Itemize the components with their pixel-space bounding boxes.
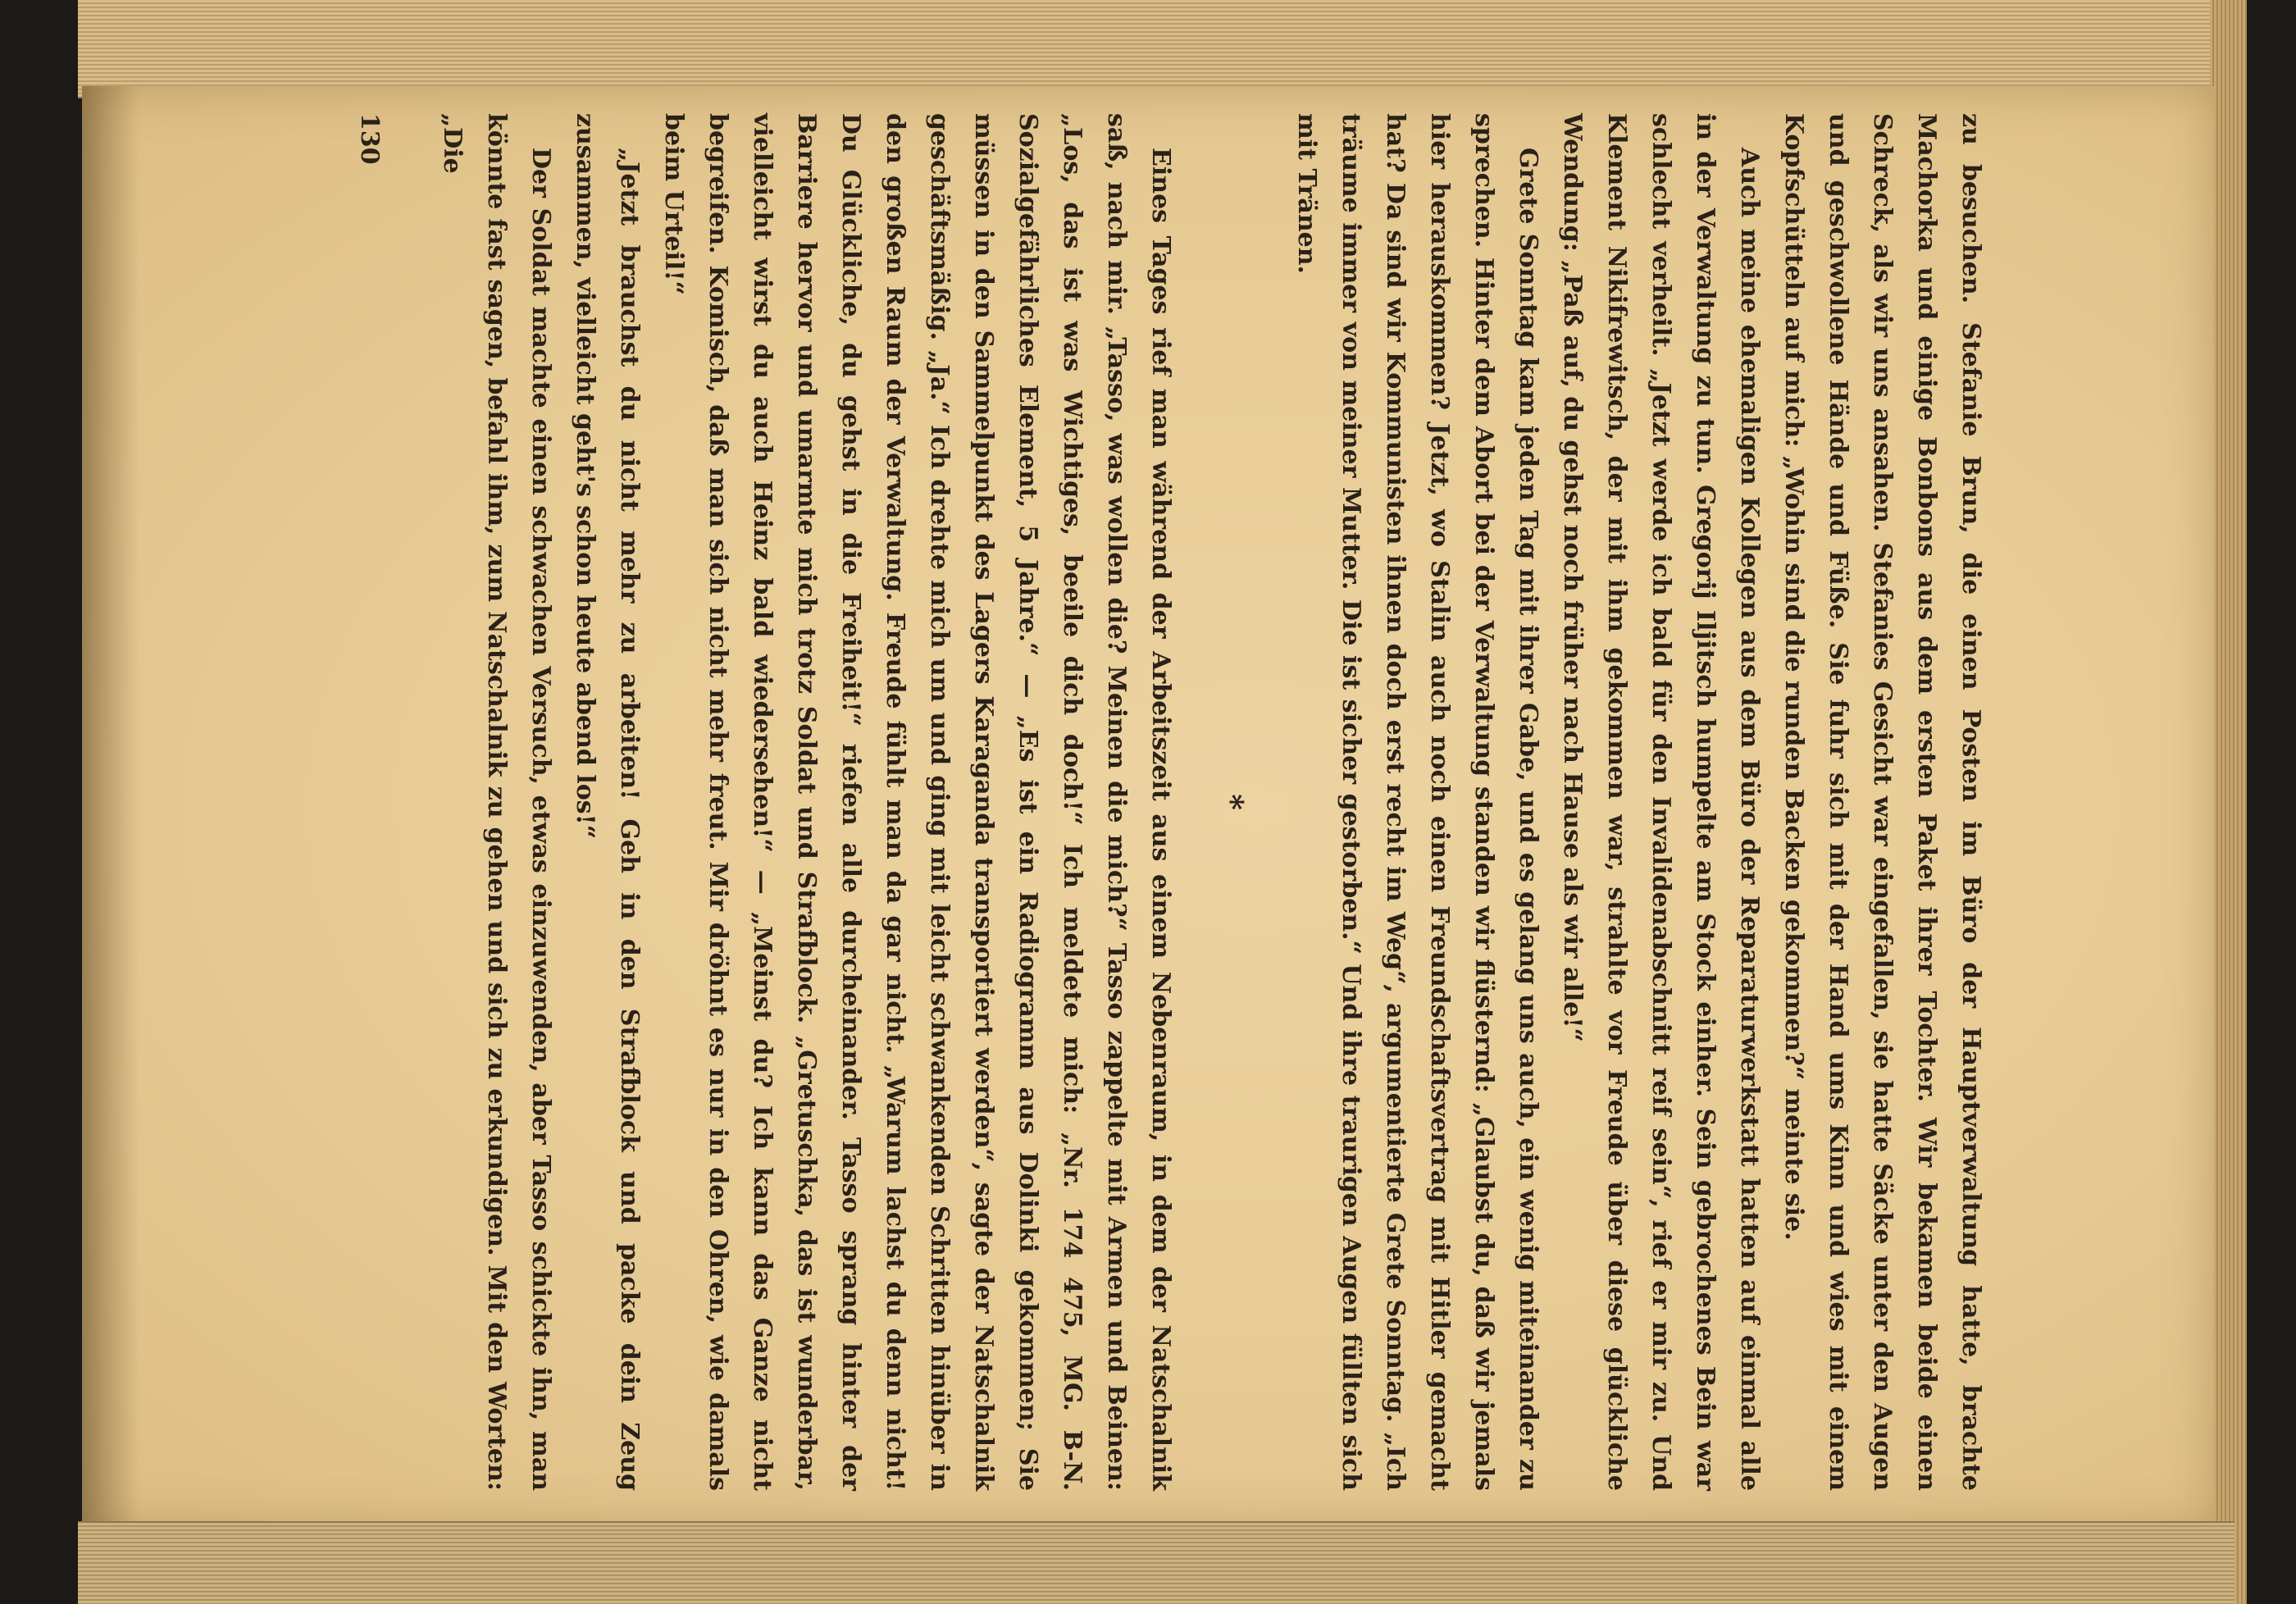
page-gutter-shadow — [82, 86, 139, 1529]
paragraph: „Jetzt brauchst du nicht mehr zu arbeiten! Geh in den Strafblock und packe dein Zeug zusammen, vielleicht geht's schon heute abend los!“ — [571, 113, 644, 1491]
text-section-top — [1284, 113, 1993, 1491]
section-separator: * — [1214, 794, 1250, 810]
page-stack-right-edge — [2210, 0, 2247, 1604]
page-stack-top-edge — [78, 0, 2234, 98]
paragraph: Der Soldat machte einen schwachen Versuch, etwas einzuwenden, aber Tasso schickte ihn, man könnte fast sagen, befahl ihm, zum Natschalnik zu gehen und sich zu erkundigen. Mit den Worten: „Die — [438, 113, 555, 1491]
page-number: 130 — [355, 113, 384, 165]
paragraph: zu besuchen. Stefanie Brun, die einen Posten im Büro der Hauptverwaltung hatte, brachte Machorka und einige Bonbons aus dem ersten Paket ihrer Tochter. Wir bekamen beide einen Schreck, als wir uns ansahen. Stefanies Gesicht war eingefallen, sie hatte Säcke unter den Augen und geschwollene Hände und Füße. Sie fuhr sich mit der Hand ums Kinn und wies mit einem Kopfschütteln auf mich: „Wohin sind die runden Backen gekommen?“ meinte sie. — [1779, 113, 1985, 1491]
page-stack-bottom-edge — [78, 1521, 2234, 1604]
paragraph: Eines Tages rief man während der Arbeitszeit aus einem Nebenraum, in dem der Natschalnik saß, nach mir. „Tasso, was wollen die? Meinen die mich?“ Tasso zappelte mit Armen und Beinen: „Los, das ist was Wichtiges, beeile dich doch!“ Ich meldete mich: „Nr. 174 475, MG. B-N. Sozialgefährliches Element, 5 Jahre.“ — „Es ist ein Radiogramm aus Dolinki gekommen; Sie müssen in den Sammelpunkt des Lagers Karaganda transportiert werden“, sagte der Natschalnik geschäftsmäßig. „Ja.“ Ich drehte mich um und ging mit leicht schwankenden Schritten hinüber in den großen Raum der Verwaltung. Freude fühlt man da gar nicht. „Warum lachst du denn nicht! Du Glückliche, du gehst in die Freiheit!“ riefen alle durcheinander. Tasso sprang hinter der Barriere hervor und umarmte mich trotz Soldat und Strafblock. „Gretuschka, das ist wunderbar, vielleicht wirst du auch Heinz bald wiedersehen!“ — „Meinst du? Ich kann das Ganze nicht begreifen. Komisch, daß man sich nicht mehr freut. Mir dröhnt es nur in den Ohren, wie damals beim Urteil!“ — [659, 113, 1175, 1491]
paragraph: Auch meine ehemaligen Kollegen aus dem Büro der Reparaturwerkstatt hatten auf einmal alle in der Verwaltung zu tun. Gregorij Iljitsch humpelte am Stock einher. Sein gebrochenes Bein war schlecht verheilt. „Jetzt werde ich bald für den Invalidenabschnitt reif sein“, rief er mir zu. Und Klement Nikifrewitsch, der mit ihm gekommen war, strahlte vor Freude über diese glückliche Wendung: „Paß auf, du gehst noch früher nach Hause als wir alle!“ — [1558, 113, 1764, 1491]
text-section-bottom — [430, 113, 1182, 1491]
page-text — [353, 113, 1993, 1491]
paragraph: Grete Sonntag kam jeden Tag mit ihrer Gabe, und es gelang uns auch, ein wenig miteinander zu sprechen. Hinter dem Abort bei der Verwaltung standen wir flüsternd: „Glaubst du, daß wir jemals hier herauskommen? Jetzt, wo Stalin auch noch einen Freundschaftsvertrag mit Hitler gemacht hat? Da sind wir Kommunisten ihnen doch erst recht im Weg“, argumentierte Grete Sonntag. „Ich träume immer von meiner Mutter. Die ist sicher gestorben.“ Und ihre traurigen Augen füllten sich mit Tränen. — [1292, 113, 1542, 1491]
